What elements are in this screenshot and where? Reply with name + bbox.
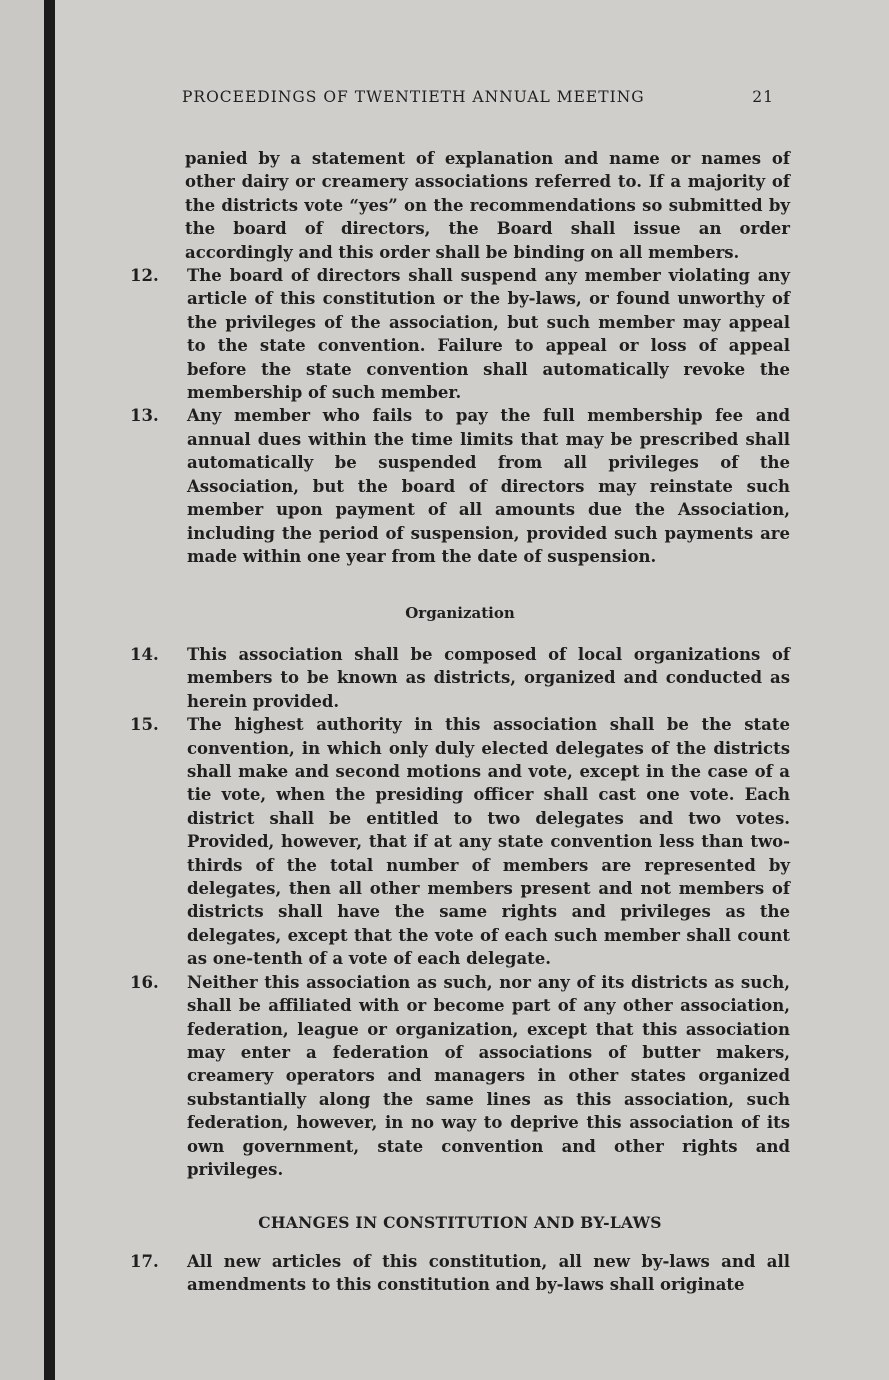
running-header: [182, 88, 774, 112]
article-number: 15.: [130, 715, 159, 735]
book-spine-shadow: [44, 0, 55, 1380]
article-text: This association shall be composed of local organizations of members to be known as districts, organized and conducted as herein provided.: [187, 645, 790, 711]
article-text: Neither this association as such, nor any of its districts as such, shall be affiliated with or become part of any other association, federation, league or organization, except that this association may enter a federation of associations of butter makers, creamery operators and managers in other states organized substantially along the same lines as this association, such federation, however, in no way to deprive this association of its own government, state convention and other rights and privileges.: [187, 972, 790, 1179]
article-number: 13.: [130, 406, 159, 426]
article-number: 16.: [130, 972, 159, 992]
article-number: 14.: [130, 645, 159, 664]
text-block-middle: [130, 643, 790, 1181]
article-text: Any member who fails to pay the full membership fee and annual dues within the time limits that may be prescribed shall automatically be suspended from all privileges of the Association, but the board of directors may reinstate such member upon payment of all amounts due the Association, including the period of suspension, provided such payments are made within one year from the date of suspension.: [187, 406, 790, 566]
article-text: The highest authority in this association shall be the state convention, in which only duly elected delegates of the districts shall make and second motions and vote, except in the case of a tie vote, when the presiding officer shall cast one vote. Each district shall be entitled to two delegates and two votes. Provided, however, that if at any state convention less than two-thirds of the total number of members are represented by delegates, then all other members present and not members of districts shall have the same rights and privileges as the delegates, except that the vote of each such member shall count as one-tenth of a vote of each delegate.: [187, 715, 790, 969]
article-number: 12.: [130, 266, 159, 286]
header-title: PROCEEDINGS OF TWENTIETH ANNUAL MEETING: [182, 88, 645, 106]
article-13: [130, 404, 790, 568]
article-15: [130, 713, 790, 970]
article-17: [130, 1250, 790, 1297]
continuation-paragraph: panied by a statement of explanation and name or names of other dairy or creamery associations referred to. If a majority of the districts vote “yes” on the recommendations so submitted by the board of directors, the Board shall issue an order accordingly and this order shall be binding on all members.: [185, 149, 790, 262]
text-block-top: [130, 147, 790, 568]
section-heading-changes: CHANGES IN CONSTITUTION AND BY-LAWS: [258, 1213, 662, 1232]
article-14: [130, 643, 790, 713]
page-number: 21: [752, 88, 774, 106]
section-heading-organization: Organization: [405, 604, 515, 622]
article-12: [130, 264, 790, 404]
article-text: The board of directors shall suspend any member violating any article of this constitution or the by-laws, or found unworthy of the privileges of the association, but such member may appeal to the state convention. Failure to appeal or loss of appeal before the state convention shall automatically revoke the membership of such member.: [187, 266, 790, 403]
text-block-bottom: [130, 1250, 790, 1297]
article-number: 17.: [130, 1252, 159, 1271]
article-text: All new articles of this constitution, all new by-laws and all amendments to this constitution and by-laws shall originate: [187, 1252, 790, 1295]
article-16: [130, 971, 790, 1182]
